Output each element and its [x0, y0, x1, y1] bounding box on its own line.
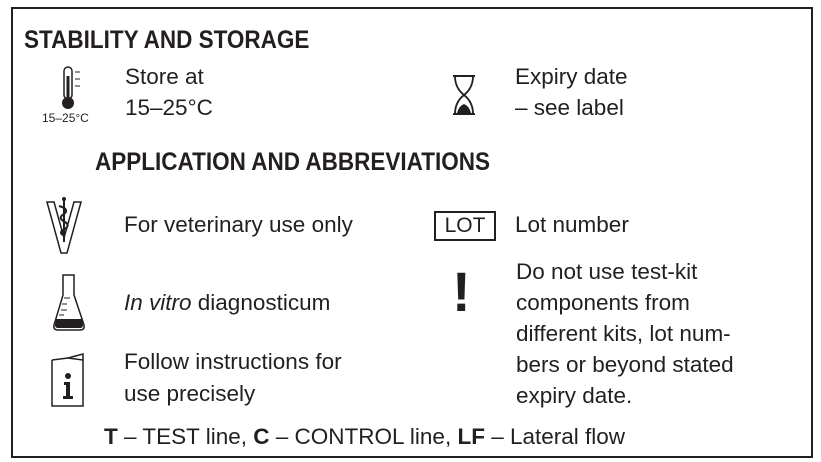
warning-line: different kits, lot num-: [516, 321, 731, 346]
store-line1: Store at: [125, 64, 204, 89]
veterinary-icon: [46, 196, 82, 256]
legend-lf-text: – Lateral flow: [484, 424, 626, 449]
application-heading: APPLICATION AND ABBREVIATIONS: [95, 148, 491, 176]
flask-icon: [52, 273, 86, 333]
warning-exclamation-icon: !: [452, 260, 471, 323]
hourglass-icon: [450, 74, 478, 116]
legend-c-text: – CONTROL line,: [269, 424, 458, 449]
expiry-line2: – see label: [515, 95, 624, 120]
legend-c: C: [253, 424, 270, 449]
invitro-italic: In vitro: [124, 290, 192, 315]
lot-symbol: LOT: [434, 211, 496, 241]
follow-line2: use precisely: [124, 381, 256, 406]
legend-t: T: [104, 424, 118, 449]
legend-t-text: – TEST line,: [117, 424, 254, 449]
warning-line: components from: [516, 290, 690, 315]
store-line2: 15–25°C: [125, 95, 213, 120]
abbreviation-legend: [104, 421, 625, 452]
warning-line: expiry date.: [516, 383, 633, 408]
legend-lf: LF: [457, 424, 485, 449]
stability-heading: STABILITY AND STORAGE: [24, 26, 310, 54]
invitro-rest: diagnosticum: [191, 290, 331, 315]
invitro-text: [124, 287, 330, 318]
warning-line: bers or beyond stated: [516, 352, 734, 377]
lot-text: Lot number: [515, 212, 629, 237]
instructions-info-icon: [50, 352, 86, 408]
expiry-line1: Expiry date: [515, 64, 628, 89]
warning-line: Do not use test-kit: [516, 259, 698, 284]
warning-text: [516, 256, 734, 411]
thermometer-label: 15–25°C: [42, 111, 89, 125]
thermometer-icon: [58, 66, 84, 110]
vet-text: For veterinary use only: [124, 212, 353, 237]
follow-line1: Follow instructions for: [124, 349, 342, 374]
